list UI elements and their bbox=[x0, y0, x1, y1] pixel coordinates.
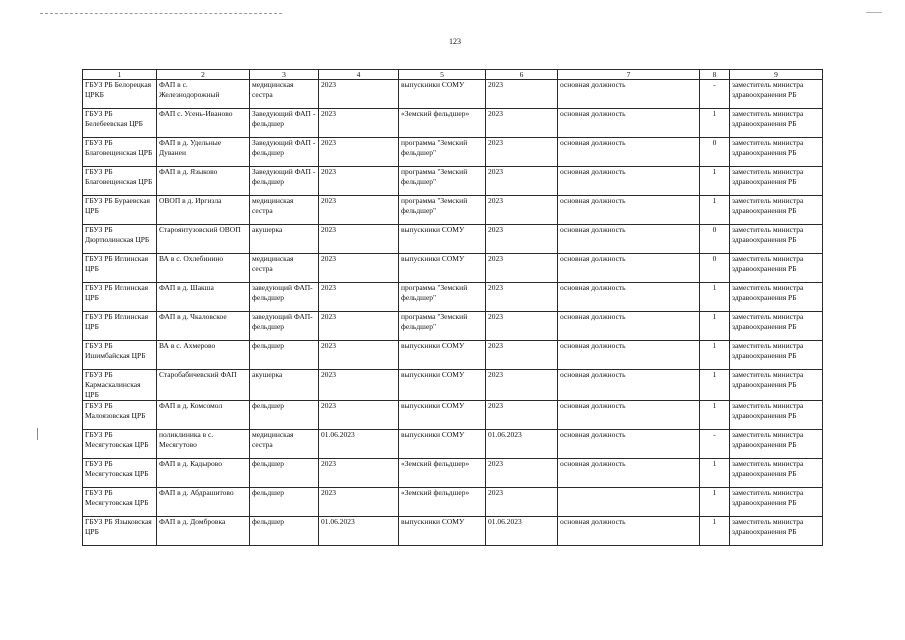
cell-date-2: 2023 bbox=[486, 312, 558, 341]
cell-institution: ГБУЗ РБ Иглинская ЦРБ bbox=[83, 283, 157, 312]
cell-date-2: 01.06.2023 bbox=[486, 430, 558, 459]
cell-status: основная должность bbox=[558, 370, 700, 401]
column-number: 5 bbox=[399, 70, 486, 80]
cell-date-2: 2023 bbox=[486, 80, 558, 109]
cell-institution: ГБУЗ РБ Ишимбайская ЦРБ bbox=[83, 341, 157, 370]
cell-position: заведующий ФАП-фельдшер bbox=[250, 312, 319, 341]
cell-facility: ФАП в д. Языково bbox=[157, 167, 250, 196]
page-number: 123 bbox=[449, 37, 461, 46]
cell-position: акушерка bbox=[250, 225, 319, 254]
cell-responsible: заместитель министра здравоохранения РБ bbox=[730, 196, 823, 225]
cell-position: акушерка bbox=[250, 370, 319, 401]
cell-date: 2023 bbox=[319, 167, 399, 196]
cell-count: 1 bbox=[700, 459, 730, 488]
cell-count: 1 bbox=[700, 488, 730, 517]
cell-position: Заведующий ФАП - фельдшер bbox=[250, 138, 319, 167]
cell-position: фельдшер bbox=[250, 459, 319, 488]
table-row bbox=[83, 459, 823, 488]
cell-status: основная должность bbox=[558, 196, 700, 225]
cell-date: 2023 bbox=[319, 80, 399, 109]
cell-responsible: заместитель министра здравоохранения РБ bbox=[730, 401, 823, 430]
cell-position: медицинская сестра bbox=[250, 430, 319, 459]
cell-date: 2023 bbox=[319, 370, 399, 401]
cell-date: 2023 bbox=[319, 109, 399, 138]
table-row bbox=[83, 517, 823, 546]
cell-program: «Земский фельдшер» bbox=[399, 488, 486, 517]
cell-program: выпускники СОМУ bbox=[399, 254, 486, 283]
cell-position: фельдшер bbox=[250, 341, 319, 370]
cell-facility: ВА в с. Ахмерово bbox=[157, 341, 250, 370]
cell-position: медицинская сестра bbox=[250, 254, 319, 283]
cell-program: выпускники СОМУ bbox=[399, 225, 486, 254]
cell-count: 1 bbox=[700, 517, 730, 546]
column-number: 2 bbox=[157, 70, 250, 80]
cell-date-2: 01.06.2023 bbox=[486, 517, 558, 546]
cell-facility: ФАП в д. Домбровка bbox=[157, 517, 250, 546]
cell-institution: ГБУЗ РБ Месягутовская ЦРБ bbox=[83, 459, 157, 488]
cell-position: медицинская сестра bbox=[250, 196, 319, 225]
cell-status: основная должность bbox=[558, 312, 700, 341]
table-row bbox=[83, 109, 823, 138]
cell-responsible: заместитель министра здравоохранения РБ bbox=[730, 80, 823, 109]
cell-program: выпускники СОМУ bbox=[399, 80, 486, 109]
cell-facility: ФАП в д. Удельные Дуванеи bbox=[157, 138, 250, 167]
cell-count: 0 bbox=[700, 225, 730, 254]
cell-program: выпускники СОМУ bbox=[399, 370, 486, 401]
cell-responsible: заместитель министра здравоохранения РБ bbox=[730, 370, 823, 401]
cell-institution: ГБУЗ РБ Бураевская ЦРБ bbox=[83, 196, 157, 225]
cell-date-2: 2023 bbox=[486, 254, 558, 283]
cell-responsible: заместитель министра здравоохранения РБ bbox=[730, 488, 823, 517]
column-number: 6 bbox=[486, 70, 558, 80]
cell-facility: Староянтузовский ОВОП bbox=[157, 225, 250, 254]
table-row bbox=[83, 254, 823, 283]
cell-institution: ГБУЗ РБ Иглинская ЦРБ bbox=[83, 312, 157, 341]
cell-count: 0 bbox=[700, 138, 730, 167]
cell-status: основная должность bbox=[558, 254, 700, 283]
cell-program: выпускники СОМУ bbox=[399, 401, 486, 430]
cell-date-2: 2023 bbox=[486, 341, 558, 370]
cell-count: 1 bbox=[700, 109, 730, 138]
cell-status: основная должность bbox=[558, 341, 700, 370]
cell-position: фельдшер bbox=[250, 517, 319, 546]
cell-program: программа "Земский фельдшер" bbox=[399, 312, 486, 341]
cell-position: Заведующий ФАП - фельдшер bbox=[250, 167, 319, 196]
cell-institution: ГБУЗ РБ Малоязовская ЦРБ bbox=[83, 401, 157, 430]
cell-date: 01.06.2023 bbox=[319, 430, 399, 459]
cell-status: основная должность bbox=[558, 401, 700, 430]
cell-program: выпускники СОМУ bbox=[399, 430, 486, 459]
cell-date: 2023 bbox=[319, 254, 399, 283]
cell-date: 2023 bbox=[319, 283, 399, 312]
cell-count: - bbox=[700, 80, 730, 109]
cell-status: основная должность bbox=[558, 517, 700, 546]
cell-responsible: заместитель министра здравоохранения РБ bbox=[730, 254, 823, 283]
cell-responsible: заместитель министра здравоохранения РБ bbox=[730, 430, 823, 459]
scan-artifact-top-line bbox=[40, 13, 282, 14]
cell-facility: ФАП в д. Кадырово bbox=[157, 459, 250, 488]
column-number: 9 bbox=[730, 70, 823, 80]
cell-facility: ФАП в д. Комсомол bbox=[157, 401, 250, 430]
cell-institution: ГБУЗ РБ Благовещенская ЦРБ bbox=[83, 138, 157, 167]
cell-date: 2023 bbox=[319, 459, 399, 488]
cell-facility: Старобабичевский ФАП bbox=[157, 370, 250, 401]
cell-status: основная должность bbox=[558, 283, 700, 312]
cell-facility: ФАП с. Усень-Иваново bbox=[157, 109, 250, 138]
column-number: 4 bbox=[319, 70, 399, 80]
cell-count: 0 bbox=[700, 254, 730, 283]
cell-date: 2023 bbox=[319, 196, 399, 225]
cell-count: 1 bbox=[700, 196, 730, 225]
table-row bbox=[83, 196, 823, 225]
cell-institution: ГБУЗ РБ Месягутовская ЦРБ bbox=[83, 488, 157, 517]
cell-responsible: заместитель министра здравоохранения РБ bbox=[730, 283, 823, 312]
cell-date: 2023 bbox=[319, 488, 399, 517]
cell-status: основная должность bbox=[558, 225, 700, 254]
cell-institution: ГБУЗ РБ Дюртюлинская ЦРБ bbox=[83, 225, 157, 254]
cell-program: «Земский фельдшер» bbox=[399, 459, 486, 488]
cell-date: 01.06.2023 bbox=[319, 517, 399, 546]
table-row bbox=[83, 167, 823, 196]
cell-position: фельдшер bbox=[250, 488, 319, 517]
table-row bbox=[83, 341, 823, 370]
cell-facility: ОВОП в д. Иргизла bbox=[157, 196, 250, 225]
cell-status: основная должность bbox=[558, 459, 700, 488]
cell-count: 1 bbox=[700, 370, 730, 401]
cell-position: фельдшер bbox=[250, 401, 319, 430]
table-row bbox=[83, 488, 823, 517]
cell-program: программа "Земский фельдшер" bbox=[399, 138, 486, 167]
cell-institution: ГБУЗ РБ Языковская ЦРБ bbox=[83, 517, 157, 546]
cell-facility: ФАП в д. Абдрашитово bbox=[157, 488, 250, 517]
cell-institution: ГБУЗ РБ Белебеевская ЦРБ bbox=[83, 109, 157, 138]
cell-date: 2023 bbox=[319, 225, 399, 254]
cell-facility: ФАП в с. Железнодорожный bbox=[157, 80, 250, 109]
cell-program: программа "Земский фельдшер" bbox=[399, 283, 486, 312]
cell-responsible: заместитель министра здравоохранения РБ bbox=[730, 312, 823, 341]
cell-date-2: 2023 bbox=[486, 225, 558, 254]
cell-date: 2023 bbox=[319, 341, 399, 370]
table-row bbox=[83, 138, 823, 167]
cell-count: 1 bbox=[700, 341, 730, 370]
column-number: 8 bbox=[700, 70, 730, 80]
cell-institution: ГБУЗ РБ Кармаскалинская ЦРБ bbox=[83, 370, 157, 401]
cell-responsible: заместитель министра здравоохранения РБ bbox=[730, 138, 823, 167]
cell-date: 2023 bbox=[319, 138, 399, 167]
cell-program: выпускники СОМУ bbox=[399, 517, 486, 546]
cell-status: основная должность bbox=[558, 138, 700, 167]
cell-institution: ГБУЗ РБ Иглинская ЦРБ bbox=[83, 254, 157, 283]
cell-position: Заведующий ФАП - фельдшер bbox=[250, 109, 319, 138]
table-row bbox=[83, 225, 823, 254]
cell-date-2: 2023 bbox=[486, 401, 558, 430]
cell-institution: ГБУЗ РБ Благовещенская ЦРБ bbox=[83, 167, 157, 196]
cell-date-2: 2023 bbox=[486, 196, 558, 225]
cell-date-2: 2023 bbox=[486, 167, 558, 196]
table-row bbox=[83, 283, 823, 312]
cell-responsible: заместитель министра здравоохранения РБ bbox=[730, 225, 823, 254]
cell-date-2: 2023 bbox=[486, 459, 558, 488]
cell-count: 1 bbox=[700, 312, 730, 341]
cell-responsible: заместитель министра здравоохранения РБ bbox=[730, 517, 823, 546]
cell-date-2: 2023 bbox=[486, 488, 558, 517]
scan-artifact-right-mark bbox=[866, 12, 882, 13]
cell-program: выпускники СОМУ bbox=[399, 341, 486, 370]
cell-date: 2023 bbox=[319, 401, 399, 430]
cell-facility: ВА в с. Охлебинино bbox=[157, 254, 250, 283]
cell-date-2: 2023 bbox=[486, 138, 558, 167]
table-row bbox=[83, 430, 823, 459]
cell-date: 2023 bbox=[319, 312, 399, 341]
table-row bbox=[83, 370, 823, 401]
scan-artifact-left-mark bbox=[37, 428, 38, 440]
cell-program: «Земский фельдшер» bbox=[399, 109, 486, 138]
cell-institution: ГБУЗ РБ Белорецкая ЦРКБ bbox=[83, 80, 157, 109]
column-number: 1 bbox=[83, 70, 157, 80]
cell-program: программа "Земский фельдшер" bbox=[399, 196, 486, 225]
table-row bbox=[83, 80, 823, 109]
column-number: 7 bbox=[558, 70, 700, 80]
cell-institution: ГБУЗ РБ Месягутовская ЦРБ bbox=[83, 430, 157, 459]
table-row bbox=[83, 312, 823, 341]
cell-status: основная должность bbox=[558, 109, 700, 138]
cell-position: заведующий ФАП-фельдшер bbox=[250, 283, 319, 312]
cell-date-2: 2023 bbox=[486, 109, 558, 138]
cell-count: - bbox=[700, 430, 730, 459]
cell-status: основная должность bbox=[558, 430, 700, 459]
cell-facility: поликлиника в с. Месягутово bbox=[157, 430, 250, 459]
cell-responsible: заместитель министра здравоохранения РБ bbox=[730, 109, 823, 138]
cell-status: основная должность bbox=[558, 80, 700, 109]
cell-count: 1 bbox=[700, 283, 730, 312]
cell-position: медицинская сестра bbox=[250, 80, 319, 109]
cell-status: основная должность bbox=[558, 167, 700, 196]
cell-date-2: 2023 bbox=[486, 283, 558, 312]
cell-program: программа "Земский фельдшер" bbox=[399, 167, 486, 196]
table-row bbox=[83, 401, 823, 430]
cell-date-2: 2023 bbox=[486, 370, 558, 401]
column-number-row bbox=[83, 70, 823, 80]
cell-responsible: заместитель министра здравоохранения РБ bbox=[730, 459, 823, 488]
cell-responsible: заместитель министра здравоохранения РБ bbox=[730, 167, 823, 196]
cell-count: 1 bbox=[700, 167, 730, 196]
cell-facility: ФАП в д. Шакша bbox=[157, 283, 250, 312]
staffing-table bbox=[82, 69, 823, 546]
cell-responsible: заместитель министра здравоохранения РБ bbox=[730, 341, 823, 370]
column-number: 3 bbox=[250, 70, 319, 80]
cell-status bbox=[558, 488, 700, 517]
cell-count: 1 bbox=[700, 401, 730, 430]
cell-facility: ФАП в д. Чкаловское bbox=[157, 312, 250, 341]
